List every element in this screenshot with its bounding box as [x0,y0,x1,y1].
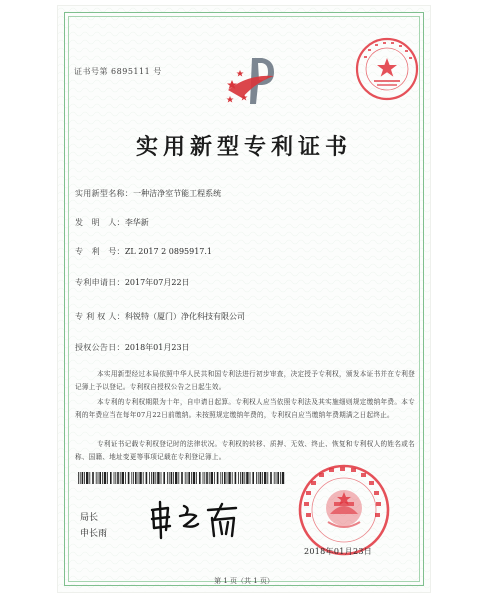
director-name: 申长雨 [80,529,108,539]
grant-date-value: 2018年01月23日 [124,343,190,352]
inventor-label: 发 明 人： [75,218,125,227]
certificate-number [74,66,162,77]
state-ipo-seal-icon [294,462,394,558]
filing-date-value: 2017年07月22日 [124,278,190,287]
barcode [78,472,286,484]
grant-date-label: 授权公告日： [75,343,125,352]
cert-no-suffix: 号 [153,67,162,76]
patentee-row [75,311,245,322]
certificate-sheet [58,6,430,592]
utility-model-name-row [75,188,221,199]
paragraph-grant: 本实用新型经过本局依照中华人民共和国专利法进行初步审查，决定授予专利权，颁发本证书并在专利登记簿上予以登记。专利权自授权公告之日起生效。 [75,370,415,392]
paragraph-legal-status: 专利证书记载专利权登记时的法律状况。专利权的转移、质押、无效、终止、恢复和专利权人的姓名或名称、国籍、地址变更等事项记载在专利登记簿上。 [75,440,415,462]
utility-model-name-label: 实用新型名称： [75,189,134,198]
paragraph-term: 本专利的专利权期限为十年，自申请日起算。专利权人应当依照专利法及其实施细则规定缴纳年费。本专利的年费应当在每年07月22日前缴纳。未按照规定缴纳年费的，专利权自应当缴纳年费期满之日起终止。 [75,398,415,420]
inventor-row [75,217,149,228]
director-signature [144,496,244,542]
inventor-value: 李华新 [124,218,149,227]
utility-model-name-value: 一种洁净室节能工程系统 [133,189,222,198]
patent-number-label: 专 利 号： [75,247,125,256]
patentee-label: 专 利 权 人： [75,312,126,321]
filing-date-row [75,277,190,288]
seal-date: 2018年01月23日 [304,547,373,556]
certificate-title: 实用新型专利证书 [135,134,352,160]
director-title: 局长 [80,513,99,523]
page-number: 第 1 页（共 1 页） [214,577,274,585]
review-seal-icon [354,36,420,102]
patentee-value: 科锐特（厦门）净化科技有限公司 [125,312,246,321]
filing-date-label: 专利申请日： [75,278,125,287]
cnipa-emblem-icon [222,54,282,108]
cert-no-label: 证书号第 [74,67,108,76]
cert-no-value: 6895111 [111,67,151,76]
grant-date-row [75,342,190,353]
patent-number-row [75,246,212,257]
patent-number-value: ZL 2017 2 0895917.1 [124,247,213,256]
